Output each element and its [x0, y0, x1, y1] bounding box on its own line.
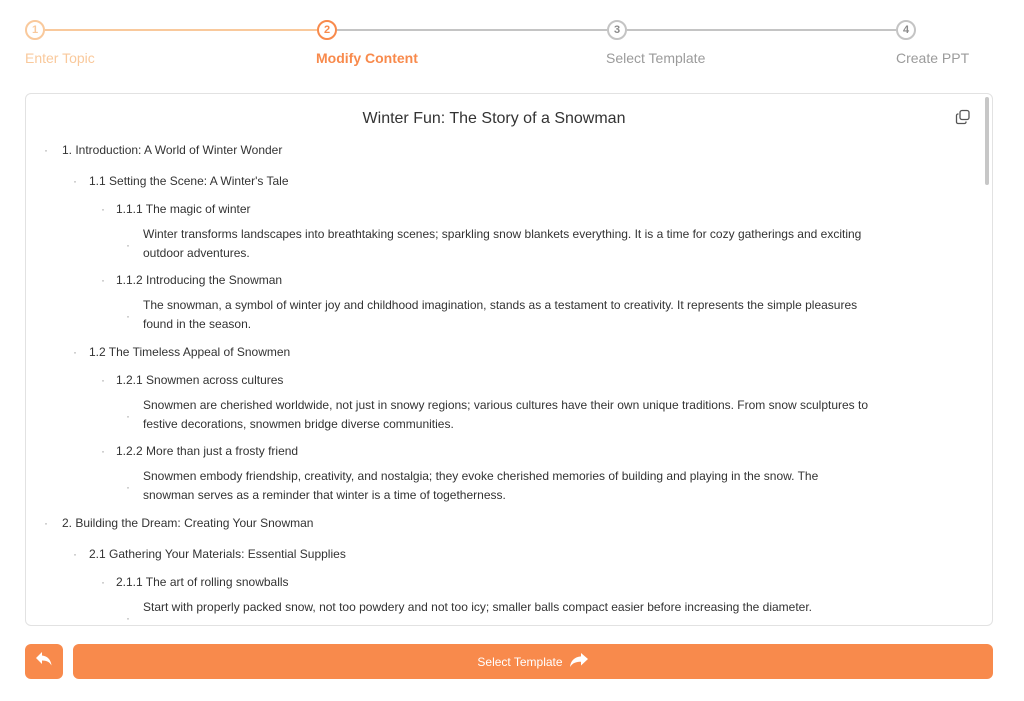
outline-detail-row[interactable]: [26, 224, 962, 268]
outline-point-text[interactable]: 2.1.1 The art of rolling snowballs: [116, 575, 289, 589]
outline-section: [26, 510, 962, 541]
outline-section-text[interactable]: 1. Introduction: A World of Winter Wonder: [62, 143, 283, 157]
outline-point: [26, 197, 962, 224]
bullet-marker: ·: [44, 143, 48, 157]
bullet-marker: ·: [101, 373, 105, 387]
step-connector-2-3: [337, 29, 607, 31]
outline-point-row[interactable]: [26, 268, 962, 295]
outline-detail-row[interactable]: [26, 466, 962, 510]
outline-detail: [26, 395, 962, 439]
outline-detail-text[interactable]: Winter transforms landscapes into breathtaking scenes; sparkling snow blankets everything. It is a time for cozy gatherings and exciting outdoor adventures.: [143, 227, 862, 260]
outline-detail-text[interactable]: Snowmen embody friendship, creativity, and nostalgia; they evoke cherished memories of building and playing in the snow. The snowman serves as a reminder that winter is a time of togetherness.: [143, 469, 819, 502]
step-3-label: Select Template: [606, 50, 706, 66]
step-connector-3-4: [627, 29, 896, 31]
back-button[interactable]: [25, 644, 63, 679]
bullet-marker: ·: [101, 273, 105, 287]
outline-point-text[interactable]: 1.2.2 More than just a frosty friend: [116, 444, 299, 458]
bullet-marker: ·: [126, 409, 130, 423]
bullet-marker: ·: [73, 345, 77, 359]
outline-section: [26, 137, 962, 168]
scrollbar-thumb[interactable]: [985, 97, 989, 185]
bullet-marker: ·: [126, 238, 130, 252]
outline-detail: [26, 224, 962, 268]
outline-scroll-area[interactable]: [26, 94, 992, 625]
outline-section-row[interactable]: [26, 137, 962, 168]
outline-point-row[interactable]: [26, 368, 962, 395]
bullet-marker: ·: [44, 516, 48, 530]
outline-detail: [26, 466, 962, 510]
bullet-marker: ·: [73, 547, 77, 561]
outline-point: [26, 268, 962, 295]
outline-tree: [26, 137, 962, 625]
outline-point: [26, 439, 962, 466]
outline-point: [26, 368, 962, 395]
outline-point-text[interactable]: 1.1.1 The magic of winter: [116, 202, 251, 216]
outline-detail-row[interactable]: [26, 395, 962, 439]
forward-arrow-icon: [569, 652, 589, 671]
outline-editor-panel: [25, 93, 993, 626]
bullet-marker: ·: [101, 202, 105, 216]
outline-detail-text[interactable]: Snowmen are cherished worldwide, not just in snowy regions; various cultures have their own unique traditions. From snow sculptures to festive decorations, snowmen bridge diverse communities.: [143, 398, 869, 431]
bullet-marker: ·: [101, 444, 105, 458]
outline-section-row[interactable]: [26, 510, 962, 541]
select-template-button[interactable]: [73, 644, 993, 679]
outline-point-row[interactable]: [26, 439, 962, 466]
step-1-label[interactable]: Enter Topic: [25, 50, 95, 66]
outline-subsection-row[interactable]: [26, 541, 962, 570]
step-2-indicator: 2: [317, 20, 337, 40]
outline-subsection-text[interactable]: 1.1 Setting the Scene: A Winter's Tale: [89, 174, 289, 188]
progress-stepper: [0, 0, 1024, 80]
outline-point-row[interactable]: [26, 570, 962, 597]
back-arrow-icon: [35, 651, 53, 672]
outline-subsection-text[interactable]: 1.2 The Timeless Appeal of Snowmen: [89, 345, 291, 359]
outline-point-text[interactable]: 1.1.2 Introducing the Snowman: [116, 273, 283, 287]
outline-point: [26, 570, 962, 597]
document-title: Winter Fun: The Story of a Snowman: [362, 110, 626, 127]
outline-detail-text[interactable]: Start with properly packed snow, not too powdery and not too icy; smaller balls compact easier before increasing the diameter.: [143, 600, 813, 614]
bullet-marker: ·: [101, 575, 105, 589]
outline-subsection-row[interactable]: [26, 339, 962, 368]
outline-subsection: [26, 168, 962, 197]
step-connector-1-2: [45, 29, 317, 31]
bullet-marker: ·: [126, 309, 130, 323]
bullet-marker: ·: [126, 611, 130, 625]
outline-detail-text[interactable]: The snowman, a symbol of winter joy and childhood imagination, stands as a testament to creativity. It represents the simple pleasures found in the season.: [143, 298, 858, 331]
step-4-label: Create PPT: [896, 50, 970, 66]
outline-detail-row[interactable]: [26, 597, 962, 625]
outline-detail: [26, 295, 962, 339]
outline-point-text[interactable]: 1.2.1 Snowmen across cultures: [116, 373, 284, 387]
outline-section-text[interactable]: 2. Building the Dream: Creating Your Snowman: [62, 516, 314, 530]
outline-subsection-row[interactable]: [26, 168, 962, 197]
bullet-marker: ·: [126, 480, 130, 494]
outline-point-row[interactable]: [26, 197, 962, 224]
outline-subsection-text[interactable]: 2.1 Gathering Your Materials: Essential Supplies: [89, 547, 346, 561]
step-2-label: Modify Content: [316, 50, 418, 66]
outline-detail-row[interactable]: [26, 295, 962, 339]
outline-subsection: [26, 339, 962, 368]
bullet-marker: ·: [73, 174, 77, 188]
outline-subsection: [26, 541, 962, 570]
outline-detail: [26, 597, 962, 625]
step-1-indicator[interactable]: 1: [25, 20, 45, 40]
copy-icon[interactable]: [955, 109, 971, 125]
step-3-indicator: 3: [607, 20, 627, 40]
step-4-indicator: 4: [896, 20, 916, 40]
select-template-button-label: Select Template: [477, 654, 563, 669]
